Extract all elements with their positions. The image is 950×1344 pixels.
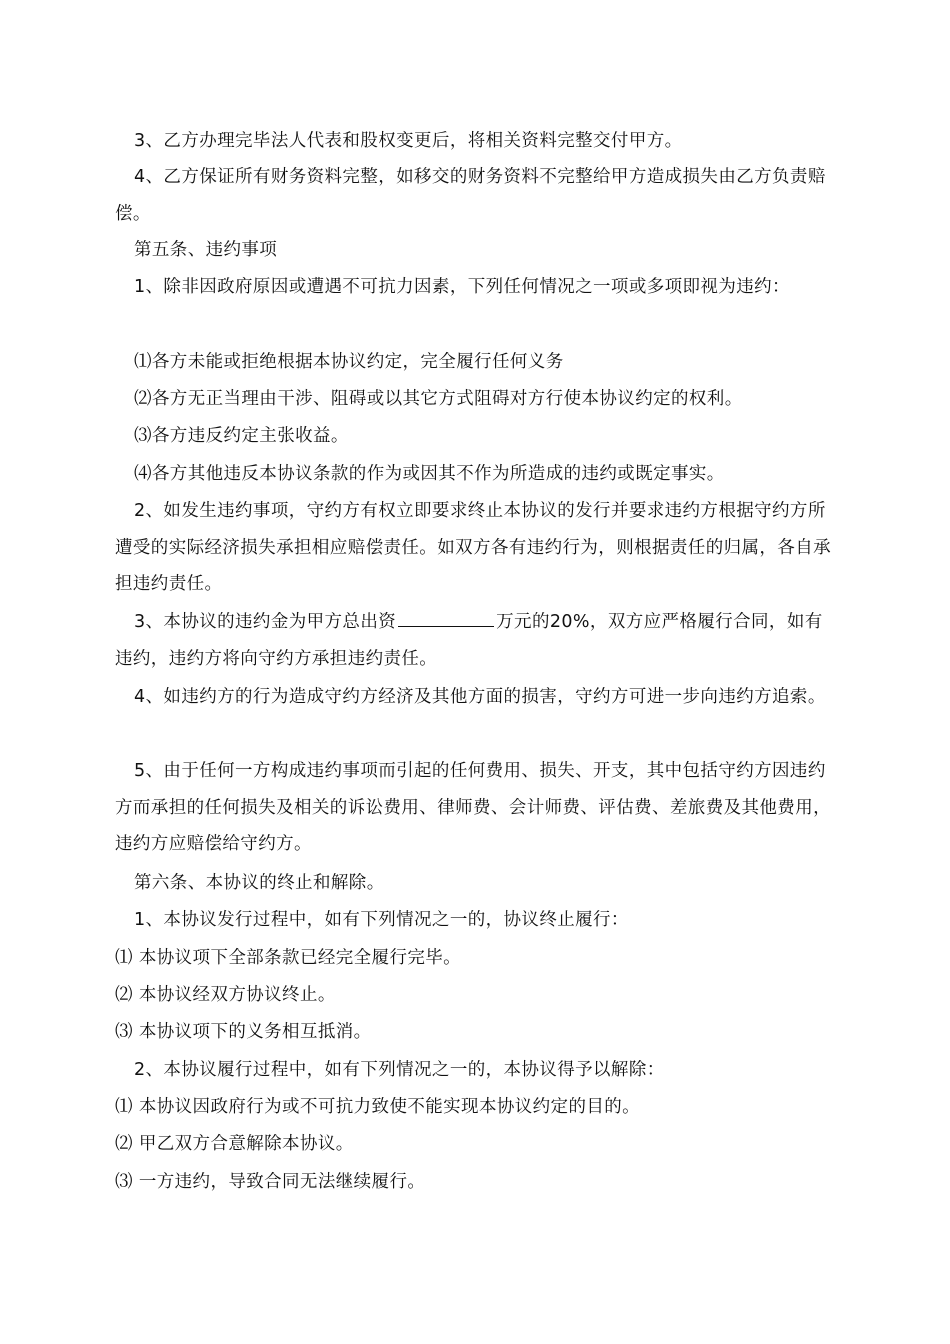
article-6-item-1: 1、本协议发行过程中，如有下列情况之一的，协议终止履行： xyxy=(134,910,629,930)
item-3-text-after-blank: 万元的20%，双方应严格履行合同，如有违约，违约方将向守约方承担违约责任。 xyxy=(115,612,823,669)
item-3-text-before-blank: 3、本协议的违约金为甲方总出资 xyxy=(134,612,397,632)
article-5-sub-1: ⑴各方未能或拒绝根据本协议约定，完全履行任何义务 xyxy=(134,352,564,372)
article-6-item-2-sub-1: ⑴ 本协议因政府行为或不可抗力致使不能实现本协议约定的目的。 xyxy=(115,1097,641,1117)
article-5-item-1: 1、除非因政府原因或遭遇不可抗力因素，下列任何情况之一项或多项即视为违约： xyxy=(134,277,790,297)
amount-blank-field xyxy=(398,606,494,627)
article-5-item-3 xyxy=(115,604,840,677)
article-5-item-2: 2、如发生违约事项，守约方有权立即要求终止本协议的发行并要求违约方根据守约方所遭受的实际经济损失承担相应赔偿责任。如双方各有违约行为，则根据责任的归属，各自承担违约责任。 xyxy=(115,501,831,594)
article-6-item-2: 2、本协议履行过程中，如有下列情况之一的，本协议得予以解除： xyxy=(134,1060,665,1080)
article-6-item-2-sub-2: ⑵ 甲乙双方合意解除本协议。 xyxy=(115,1134,354,1154)
clause-4-item-4: 4、乙方保证所有财务资料完整，如移交的财务资料不完整给甲方造成损失由乙方负责赔偿。 xyxy=(115,167,826,224)
article-6-item-2-sub-3: ⑶ 一方违约，导致合同无法继续履行。 xyxy=(115,1172,426,1192)
article-5-sub-3: ⑶各方违反约定主张收益。 xyxy=(134,426,349,446)
article-5-item-5: 5、由于任何一方构成违约事项而引起的任何费用、损失、开支，其中包括守约方因违约方而承担的任何损失及相关的诉讼费用、律师费、会计师费、评估费、差旅费及其他费用，违约方应赔偿给守约方。 xyxy=(115,761,831,854)
article-6-heading: 第六条、本协议的终止和解除。 xyxy=(134,873,385,893)
clause-4-item-3: 3、乙方办理完毕法人代表和股权变更后，将相关资料完整交付甲方。 xyxy=(134,131,683,151)
article-5-heading: 第五条、违约事项 xyxy=(134,240,278,260)
article-5-item-4: 4、如违约方的行为造成守约方经济及其他方面的损害，守约方可进一步向违约方追索。 xyxy=(134,687,826,707)
article-5-sub-4: ⑷各方其他违反本协议条款的作为或因其不作为所造成的违约或既定事实。 xyxy=(134,464,725,484)
article-6-item-1-sub-3: ⑶ 本协议项下的义务相互抵消。 xyxy=(115,1022,372,1042)
article-6-item-1-sub-1: ⑴ 本协议项下全部条款已经完全履行完毕。 xyxy=(115,948,462,968)
article-5-sub-2: ⑵各方无正当理由干涉、阻碍或以其它方式阻碍对方行使本协议约定的权利。 xyxy=(134,389,743,409)
article-6-item-1-sub-2: ⑵ 本协议经双方协议终止。 xyxy=(115,985,336,1005)
